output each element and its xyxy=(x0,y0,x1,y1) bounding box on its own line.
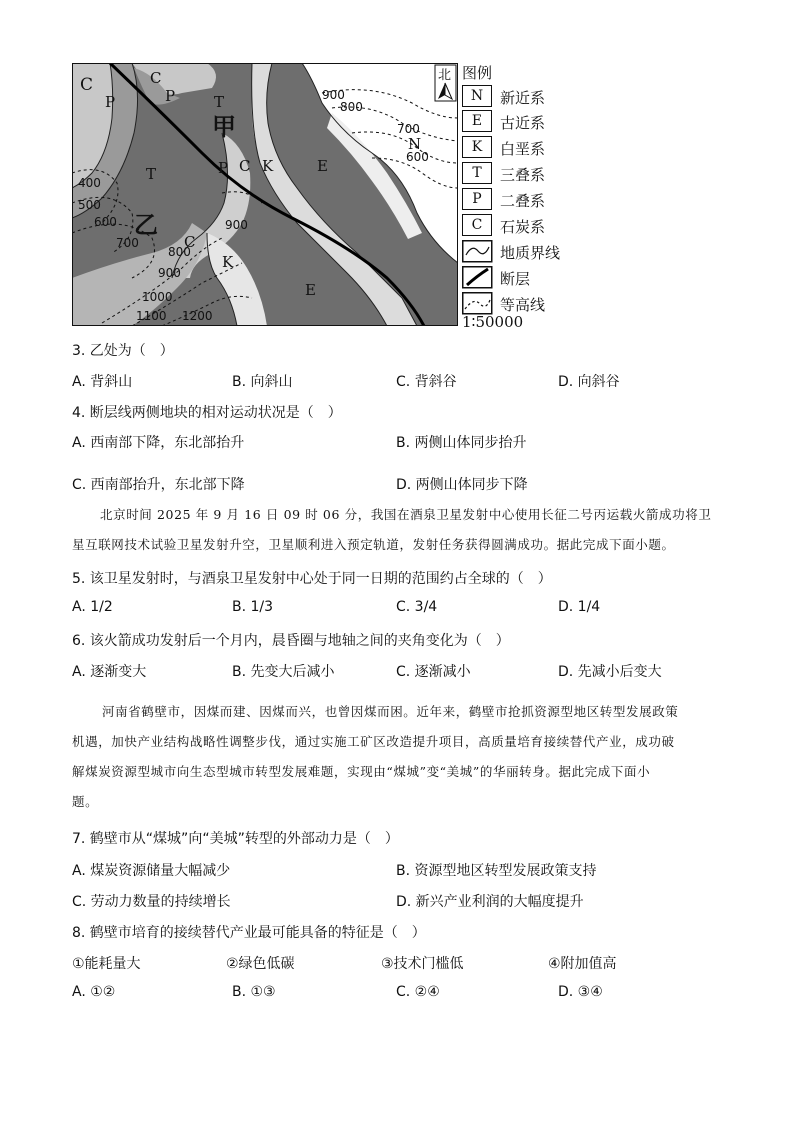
q8-option-b: B. ①③ xyxy=(232,984,276,1000)
q5-option-a: A. 1/2 xyxy=(72,599,113,615)
passage-2-line-4: 题。 xyxy=(72,794,99,809)
passage-2 xyxy=(72,697,732,817)
q5-option-c: C. 3/4 xyxy=(396,599,438,615)
legend-box-t: T xyxy=(462,162,492,184)
q4-option-c: C. 西南部抬升，东北部下降 xyxy=(72,477,245,493)
q7-option-c: C. 劳动力数量的持续增长 xyxy=(72,894,231,910)
q7-option-d: D. 新兴产业利润的大幅度提升 xyxy=(396,894,584,910)
legend-box-c: C xyxy=(462,214,492,236)
q8-item-1: ①能耗量大 xyxy=(72,956,141,972)
north-arrow-icon xyxy=(435,65,456,101)
label-e2: E xyxy=(305,281,316,299)
contour-600a: 600 xyxy=(406,150,429,164)
q3-option-a: A. 背斜山 xyxy=(72,374,133,390)
q8-item-3: ③技术门槛低 xyxy=(381,956,464,972)
q5-stem: 5. 该卫星发射时，与酒泉卫星发射中心处于同一日期的范围约占全球的（ ） xyxy=(72,571,552,587)
contour-900c: 900 xyxy=(158,266,181,280)
north-label: 北 xyxy=(438,68,452,83)
label-p1: P xyxy=(105,93,116,111)
contour-900b: 900 xyxy=(225,218,248,232)
q3-option-b: B. 向斜山 xyxy=(232,374,293,390)
q6-option-d: D. 先减小后变大 xyxy=(558,664,662,680)
label-p2: P xyxy=(165,87,176,105)
legend-label-boundary: 地质界线 xyxy=(500,244,561,262)
q6-stem: 6. 该火箭成功发射后一个月内，晨昏圈与地轴之间的夹角变化为（ ） xyxy=(72,633,510,649)
label-p3: P xyxy=(218,159,229,177)
legend-label-t: 三叠系 xyxy=(500,166,546,184)
label-t2: T xyxy=(146,165,157,183)
label-yi: 乙 xyxy=(134,210,158,239)
legend-box-n: N xyxy=(462,85,492,107)
contour-700a: 700 xyxy=(397,122,420,136)
boundary-line-icon xyxy=(462,240,494,263)
legend-label-n: 新近系 xyxy=(500,89,546,107)
passage-2-line-1: 河南省鹤壁市，因煤而建、因煤而兴，也曾因煤而困。近年来，鹤壁市抢抓资源型地区转型发展政策 xyxy=(102,704,679,719)
map-scale: 1∶50000 xyxy=(462,313,524,331)
q3-stem: 3. 乙处为（ ） xyxy=(72,343,174,359)
legend-label-contour: 等高线 xyxy=(500,296,546,314)
q6-option-a: A. 逐渐变大 xyxy=(72,664,147,680)
q7-stem: 7. 鹤壁市从“煤城”向“美城”转型的外部动力是（ ） xyxy=(72,831,399,847)
label-k2: K xyxy=(222,253,234,271)
q6-option-c: C. 逐渐减小 xyxy=(396,664,471,680)
q7-option-a: A. 煤炭资源储量大幅减少 xyxy=(72,863,231,879)
passage-1 xyxy=(72,500,740,560)
legend-box-k: K xyxy=(462,136,492,158)
geologic-map xyxy=(72,63,458,326)
q3-option-d: D. 向斜谷 xyxy=(558,374,620,390)
contour-400: 400 xyxy=(78,176,101,190)
passage-1-line-1: 北京时间 2025 年 9 月 16 日 09 时 06 分，我国在酒泉卫星发射中心使用长征二号丙运载火箭成功将卫 xyxy=(100,507,712,522)
q4-option-a: A. 西南部下降，东北部抬升 xyxy=(72,435,245,451)
legend-label-p: 二叠系 xyxy=(500,192,546,210)
contour-900a: 900 xyxy=(322,88,345,102)
label-n1: N xyxy=(408,135,422,153)
label-c1: C xyxy=(80,75,94,95)
contour-500: 500 xyxy=(78,198,101,212)
q8-option-c: C. ②④ xyxy=(396,984,440,1000)
passage-2-line-3: 解煤炭资源型城市向生态型城市转型发展难题，实现由“煤城”变“美城”的华丽转身。据此完成下面小 xyxy=(72,764,651,779)
q5-option-d: D. 1/4 xyxy=(558,599,601,615)
contour-line-icon xyxy=(462,292,494,315)
contour-1000: 1000 xyxy=(142,290,173,304)
q8-option-a: A. ①② xyxy=(72,984,116,1000)
q3-option-c: C. 背斜谷 xyxy=(396,374,457,390)
fault-icon xyxy=(462,266,494,289)
q5-option-b: B. 1/3 xyxy=(232,599,274,615)
contour-1100: 1100 xyxy=(136,309,167,323)
label-jia: 甲 xyxy=(212,112,236,141)
contour-800a: 800 xyxy=(340,100,363,114)
legend-label-e: 古近系 xyxy=(500,114,546,132)
q7-option-b: B. 资源型地区转型发展政策支持 xyxy=(396,863,597,879)
legend-box-p: P xyxy=(462,188,492,210)
q8-item-2: ②绿色低碳 xyxy=(226,956,295,972)
legend-title: 图例 xyxy=(462,64,493,82)
contour-600b: 600 xyxy=(94,215,117,229)
contour-800b: 800 xyxy=(168,245,191,259)
q8-option-d: D. ③④ xyxy=(558,984,603,1000)
contour-700b: 700 xyxy=(116,236,139,250)
passage-2-line-2: 机遇，加快产业结构战略性调整步伐，通过实施工矿区改造提升项目，高质量培育接续替代产业，成功破 xyxy=(72,734,675,749)
label-e1: E xyxy=(317,157,328,175)
contour-1200: 1200 xyxy=(182,309,213,323)
label-c4: C xyxy=(184,233,196,251)
label-k1: K xyxy=(262,157,274,175)
legend-box-e: E xyxy=(462,110,492,132)
q4-stem: 4. 断层线两侧地块的相对运动状况是（ ） xyxy=(72,405,342,421)
legend-label-k: 白垩系 xyxy=(500,140,546,158)
q8-stem: 8. 鹤壁市培育的接续替代产业最可能具备的特征是（ ） xyxy=(72,925,426,941)
q4-option-d: D. 两侧山体同步下降 xyxy=(396,477,528,493)
q6-option-b: B. 先变大后减小 xyxy=(232,664,335,680)
label-t1: T xyxy=(214,93,225,111)
legend-label-c: 石炭系 xyxy=(500,218,546,236)
passage-1-line-2: 星互联网技术试验卫星发射升空，卫星顺利进入预定轨道，发射任务获得圆满成功。据此完成下面小题。 xyxy=(72,537,675,552)
legend-label-fault: 断层 xyxy=(500,270,531,288)
q8-item-4: ④附加值高 xyxy=(548,956,617,972)
q4-option-b: B. 两侧山体同步抬升 xyxy=(396,435,527,451)
label-c3: C xyxy=(239,157,251,175)
label-c2: C xyxy=(150,69,162,87)
